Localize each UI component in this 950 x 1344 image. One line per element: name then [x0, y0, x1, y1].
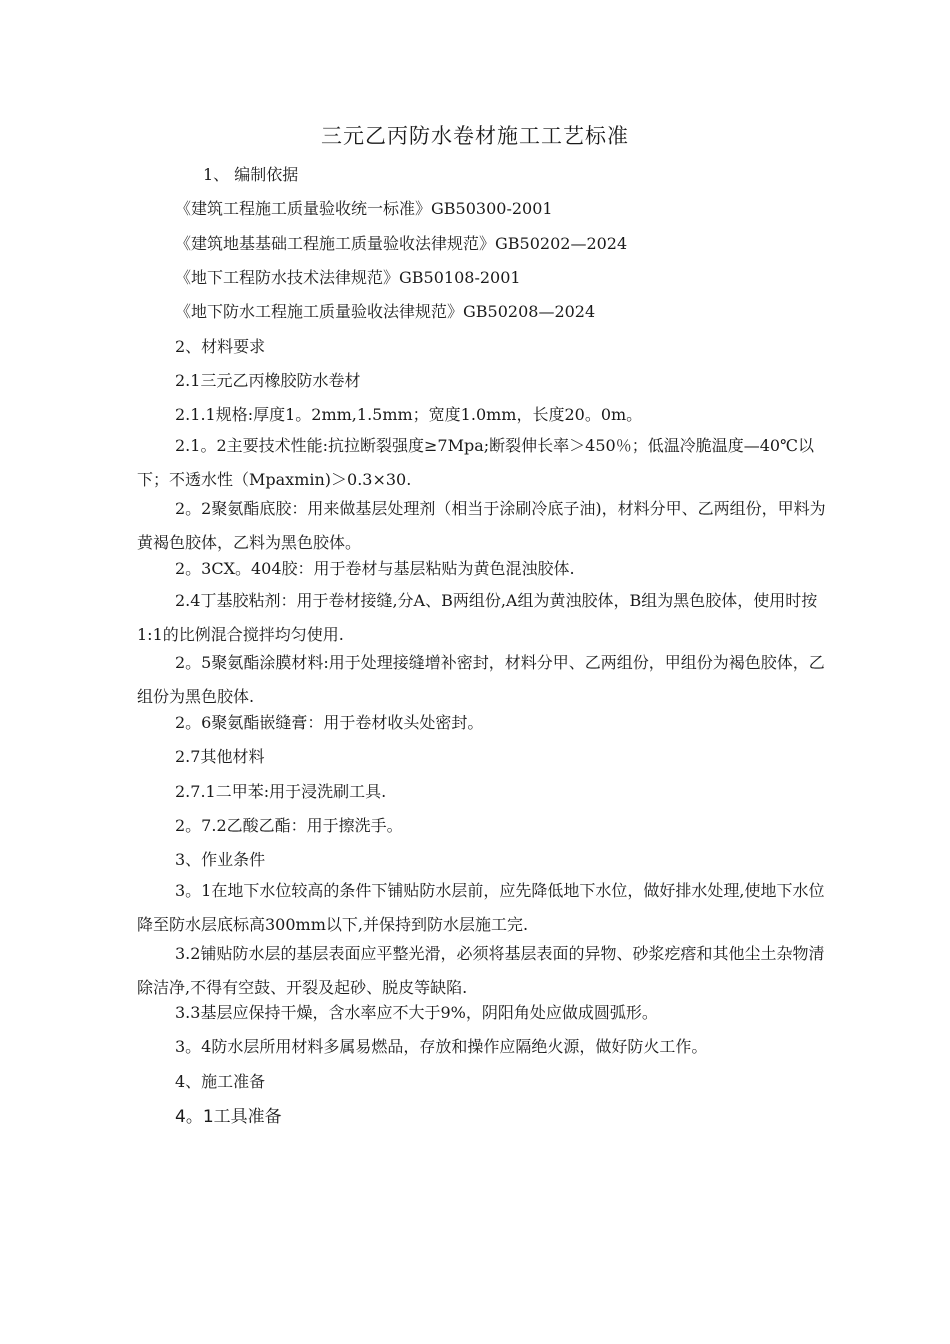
paragraph: 2。2聚氨酯底胶：用来做基层处理剂（相当于涂刷冷底子油)，材料分甲、乙两组份，甲料为黄褐色胶体，乙料为黑色胶体。 — [137, 499, 826, 552]
paragraph-line: 2.7.1二甲苯:用于浸洗刷工具. — [175, 782, 387, 801]
section-heading-materials: 2、材料要求 — [175, 337, 266, 356]
subsection-heading: 4。1工具准备 — [175, 1107, 282, 1127]
paragraph-line: 2。3CX。404胶：用于卷材与基层粘贴为黄色混浊胶体. — [175, 559, 575, 578]
reference-standard: 《建筑工程施工质量验收统一标准》GB50300-2001 — [175, 199, 553, 218]
paragraph-line: 2.1.1规格:厚度1。2mm,1.5mm；宽度1.0mm，长度20。0m。 — [175, 405, 643, 424]
paragraph-line: 2。7.2乙酸乙酯：用于擦洗手。 — [175, 816, 403, 835]
paragraph: 3。1在地下水位较高的条件下铺贴防水层前，应先降低地下水位，做好排水处理,使地下水位降至防水层底标高300mm以下,并保持到防水层施工完. — [137, 881, 825, 934]
paragraph-line: 3.3基层应保持干燥，含水率应不大于9%，阴阳角处应做成圆弧形。 — [175, 1003, 658, 1022]
section-heading-conditions: 3、作业条件 — [175, 850, 266, 869]
section-heading-preparation: 4、施工准备 — [175, 1072, 266, 1091]
reference-standard: 《建筑地基基础工程施工质量验收法律规范》GB50202—2024 — [175, 234, 628, 253]
paragraph: 2。5聚氨酯涂膜材料:用于处理接缝增补密封，材料分甲、乙两组份，甲组份为褐色胶体，乙组份为黑色胶体. — [137, 653, 825, 706]
paragraph: 2.4丁基胶粘剂：用于卷材接缝,分A、B两组份,A组为黄浊胶体，B组为黑色胶体，使用时按1:1的比例混合搅拌均匀使用. — [137, 591, 818, 644]
paragraph-line: 2。6聚氨酯嵌缝膏：用于卷材收头处密封。 — [175, 713, 484, 732]
paragraph-line: 3。4防水层所用材料多属易燃品，存放和操作应隔绝火源，做好防火工作。 — [175, 1037, 708, 1056]
reference-standard: 《地下防水工程施工质量验收法律规范》GB50208—2024 — [175, 302, 596, 321]
paragraph: 3.2铺贴防水层的基层表面应平整光滑，必须将基层表面的异物、砂浆疙瘩和其他尘土杂物清除洁净,不得有空鼓、开裂及起砂、脱皮等缺陷. — [137, 944, 825, 997]
subsection-heading: 2.1三元乙丙橡胶防水卷材 — [175, 371, 361, 390]
reference-standard: 《地下工程防水技术法律规范》GB50108-2001 — [175, 268, 521, 287]
paragraph: 2.1。2主要技术性能:抗拉断裂强度≥7Mpa;断裂伸长率＞450％；低温冷脆温度—40℃以下；不透水性（Mpaxmin)＞0.3×30. — [137, 436, 814, 489]
section-heading-basis: 1、 编制依据 — [203, 165, 299, 184]
document-title: 三元乙丙防水卷材施工工艺标准 — [321, 124, 629, 148]
subsection-heading: 2.7其他材料 — [175, 747, 265, 766]
